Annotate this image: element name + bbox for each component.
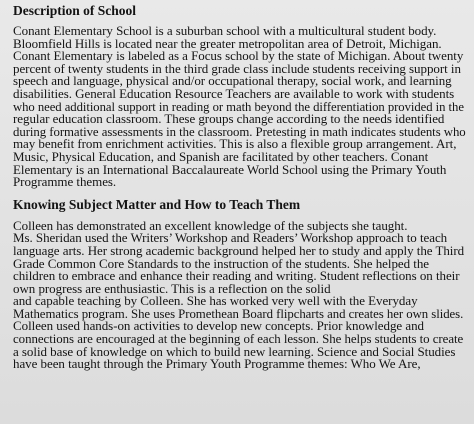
text-line: disabilities. General Education Resource Teachers are available to work with students bbox=[13, 85, 455, 101]
text-line: connections are encouraged at the beginning of each lesson. She helps students to create bbox=[13, 332, 464, 347]
text-line: Colleen has demonstrated an excellent knowledge of the subjects she taught. bbox=[13, 217, 408, 233]
text-line: may benefit from enrichment activities. This is also a flexible group arrangement. Art, bbox=[13, 136, 457, 152]
text-line: during formative assessments in the classroom. Pretesting in math indicates students who bbox=[13, 124, 466, 139]
text-line: speech and language, physical and/or occupational therapy, social work, and learning bbox=[13, 73, 452, 89]
text-line: Conant Elementary is labeled as a Focus school by the state of Michigan. About twenty bbox=[13, 48, 464, 64]
text-line: a solid base of knowledge on which to build new learning. Science and Social Studies bbox=[13, 343, 456, 359]
text-line: own progress are enthusiastic. This is a reflection on the solid bbox=[13, 280, 331, 296]
text-line: Grade Common Core Standards to the instruction of the students. She helped the bbox=[13, 255, 429, 271]
text-line: and capable teaching by Colleen. She has worked very well with the Everyday bbox=[13, 293, 418, 309]
text-line: who need additional support in reading or math beyond the differentiation provided in the bbox=[13, 99, 464, 114]
text-line: Colleen used hands-on activities to develop new concepts. Prior knowledge and bbox=[13, 318, 424, 334]
text-line: percent of twenty students in the third grade class include students receiving support in bbox=[13, 60, 461, 76]
text-line: Conant Elementary School is a suburban school with a multicultural student body. bbox=[13, 23, 437, 38]
section-heading-knowing-subject-matter: Knowing Subject Matter and How to Teach Them bbox=[13, 196, 301, 212]
text-line: Music, Physical Education, and Spanish are facilitated by other teachers. Conant bbox=[13, 148, 429, 164]
text-line: Elementary is an International Baccalaureate World School using the Primary Youth bbox=[13, 161, 447, 177]
text-line: Mathematics program. She uses Promethean Board flipcharts and creates her own slides. bbox=[13, 306, 464, 321]
section-heading-description-of-school: Description of School bbox=[13, 3, 136, 18]
text-line: Programme themes. bbox=[13, 174, 117, 190]
text-line: have been taught through the Primary Youth Programme themes: Who We Are, bbox=[13, 356, 421, 372]
text-line: Ms. Sheridan used the Writers’ Workshop and Readers’ Workshop approach to teach bbox=[13, 230, 448, 246]
text-line: regular education classroom. These groups change according to the needs identified bbox=[13, 111, 445, 127]
text-line: language arts. Her strong academic background helped her to study and apply the Third bbox=[13, 242, 465, 258]
text-line: children to embrace and enhance their reading and writing. Student reflections on their bbox=[13, 268, 460, 284]
section-body-description bbox=[13, 25, 466, 189]
section-body-subject-matter bbox=[13, 217, 466, 372]
text-line: Bloomfield Hills is located near the greater metropolitan area of Detroit, Michigan. bbox=[13, 35, 442, 51]
